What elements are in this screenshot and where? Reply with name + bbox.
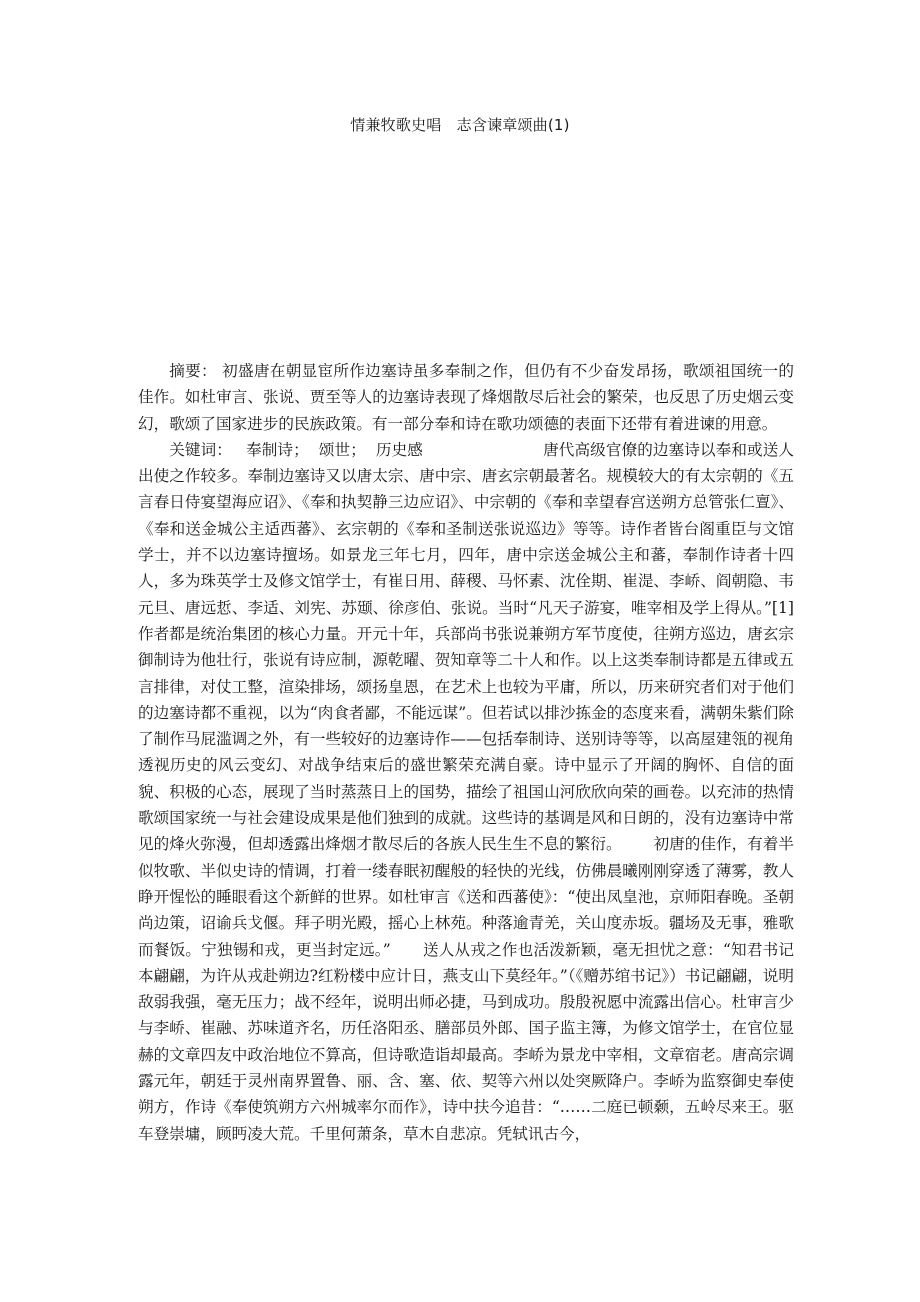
abstract-text: 初盛唐在朝显宦所作边塞诗虽多奉制之作，但仍有不少奋发昂扬，歌颂祖国统一的佳作。如杜审言、张说、贾至等人的边塞诗表现了烽烟散尽后社会的繁荣，也反思了历史烟云变幻，歌颂了国家进步的民族政策。有一部分奉和诗在歌功颂德的表面下还带有着进谏的用意。 bbox=[138, 362, 794, 433]
keyword-item: 颂世； bbox=[318, 440, 366, 459]
keywords-label: 关键词： bbox=[169, 440, 232, 459]
document-title: 情兼牧歌史唱 志含谏章颂曲(1) bbox=[350, 116, 570, 134]
keywords-paragraph bbox=[138, 437, 794, 1147]
body-paragraph-1: 唐代高级官僚的边塞诗以奉和或送人出使之作较多。奉制边塞诗又以唐太宗、唐中宗、唐玄宗朝最著名。规模较大的有太宗朝的《五言春日侍宴望海应诏》、《奉和执契静三边应诏》、中宗朝的《奉和幸望春宫送朔方总管张仁亶》、《奉和送金城公主适西蕃》、玄宗朝的《奉和圣制送张说巡边》等等。诗作者皆台阁重臣与文馆学士，并不以边塞诗擅场。如景龙三年七月，四年，唐中宗送金城公主和蕃，奉制作诗者十四人，多为珠英学士及修文馆学士，有崔日用、薛稷、马怀素、沈佺期、崔湜、李峤、阎朝隐、韦元旦、唐远悊、李适、刘宪、苏颋、徐彦伯、张说。当时“凡天子游宴，唯宰相及学上得从。”[1]作者都是统治集团的核心力量。开元十年，兵部尚书张说兼朔方军节度使，往朔方巡边，唐玄宗御制诗为他壮行，张说有诗应制，源乾曜、贺知章等二十人和作。以上这类奉制诗都是五律或五言排律，对仗工整，渲染排场，颂扬皇恩，在艺术上也较为平庸，所以，历来研究者们对于他们的边塞诗都不重视，以为“肉食者鄙，不能远谋”。但若试以排沙拣金的态度来看，满朝朱紫们除了制作马屁滥调之外，有一些较好的边塞诗作——包括奉制诗、送别诗等等，以高屋建瓴的视角透视历史的风云变幻、对战争结束后的盛世繁荣充满自豪。诗中显示了开阔的胸怀、自信的面貌、积极的心态，展现了当时蒸蒸日上的国势，描绘了祖国山河欣欣向荣的画卷。以充沛的热情歌颂国家统一与社会建设成果是他们独到的成就。这些诗的基调是风和日朗的，没有边塞诗中常见的烽火弥漫，但却透露出烽烟才散尽后的各族人民生生不息的繁衍。 bbox=[138, 440, 794, 854]
body-paragraph-2: 初唐的佳作，有着半似牧歌、半似史诗的情调，打着一缕春眠初醒般的轻快的光线，仿佛晨曦刚刚穿透了薄雾，教人睁开惺忪的睡眼看这个新鲜的世界。如杜审言《送和西蕃使》：“使出凤皇池，京师阳春晚。圣朝尚边策，诏谕兵戈偃。拜子明光殿，摇心上林苑。种落逾青羌，关山度赤坂。疆场及无事，雅歌而餐饭。宁独锡和戎，更当封定远。” bbox=[138, 835, 794, 959]
abstract-paragraph bbox=[138, 358, 794, 437]
keyword-item: 历史感 bbox=[375, 440, 423, 459]
keyword-item: 奉制诗； bbox=[245, 440, 309, 459]
abstract-label: 摘要： bbox=[169, 362, 217, 380]
body-paragraph-3: 送人从戎之作也活泼新颖，毫无担忧之意：“知君书记本翩翩，为许从戎赴朔边?红粉楼中应计日，燕支山下莫经年。”（《赠苏绾书记》）书记翩翩，说明敌弱我强，毫无压力；战不经年，说明出师必捷，马到成功。殷殷祝愿中流露出信心。杜审言少与李峤、崔融、苏味道齐名，历任洛阳丞、膳部员外郎、国子监主簿，为修文馆学士，在官位显赫的文章四友中政治地位不算高，但诗歌造诣却最高。李峤为景龙中宰相，文章宿老。唐高宗调露元年，朝廷于灵州南界置鲁、丽、含、塞、依、契等六州以处突厥降户。李峤为监察御史奉使朔方，作诗《奉使筑朔方六州城率尔而作》，诗中扶今追昔：“……二庭已顿颡，五岭尽来王。驱车登崇墉，顾眄凌大荒。千里何萧条，草木自悲凉。凭轼讯古今， bbox=[138, 940, 794, 1143]
document-body bbox=[138, 358, 794, 1147]
